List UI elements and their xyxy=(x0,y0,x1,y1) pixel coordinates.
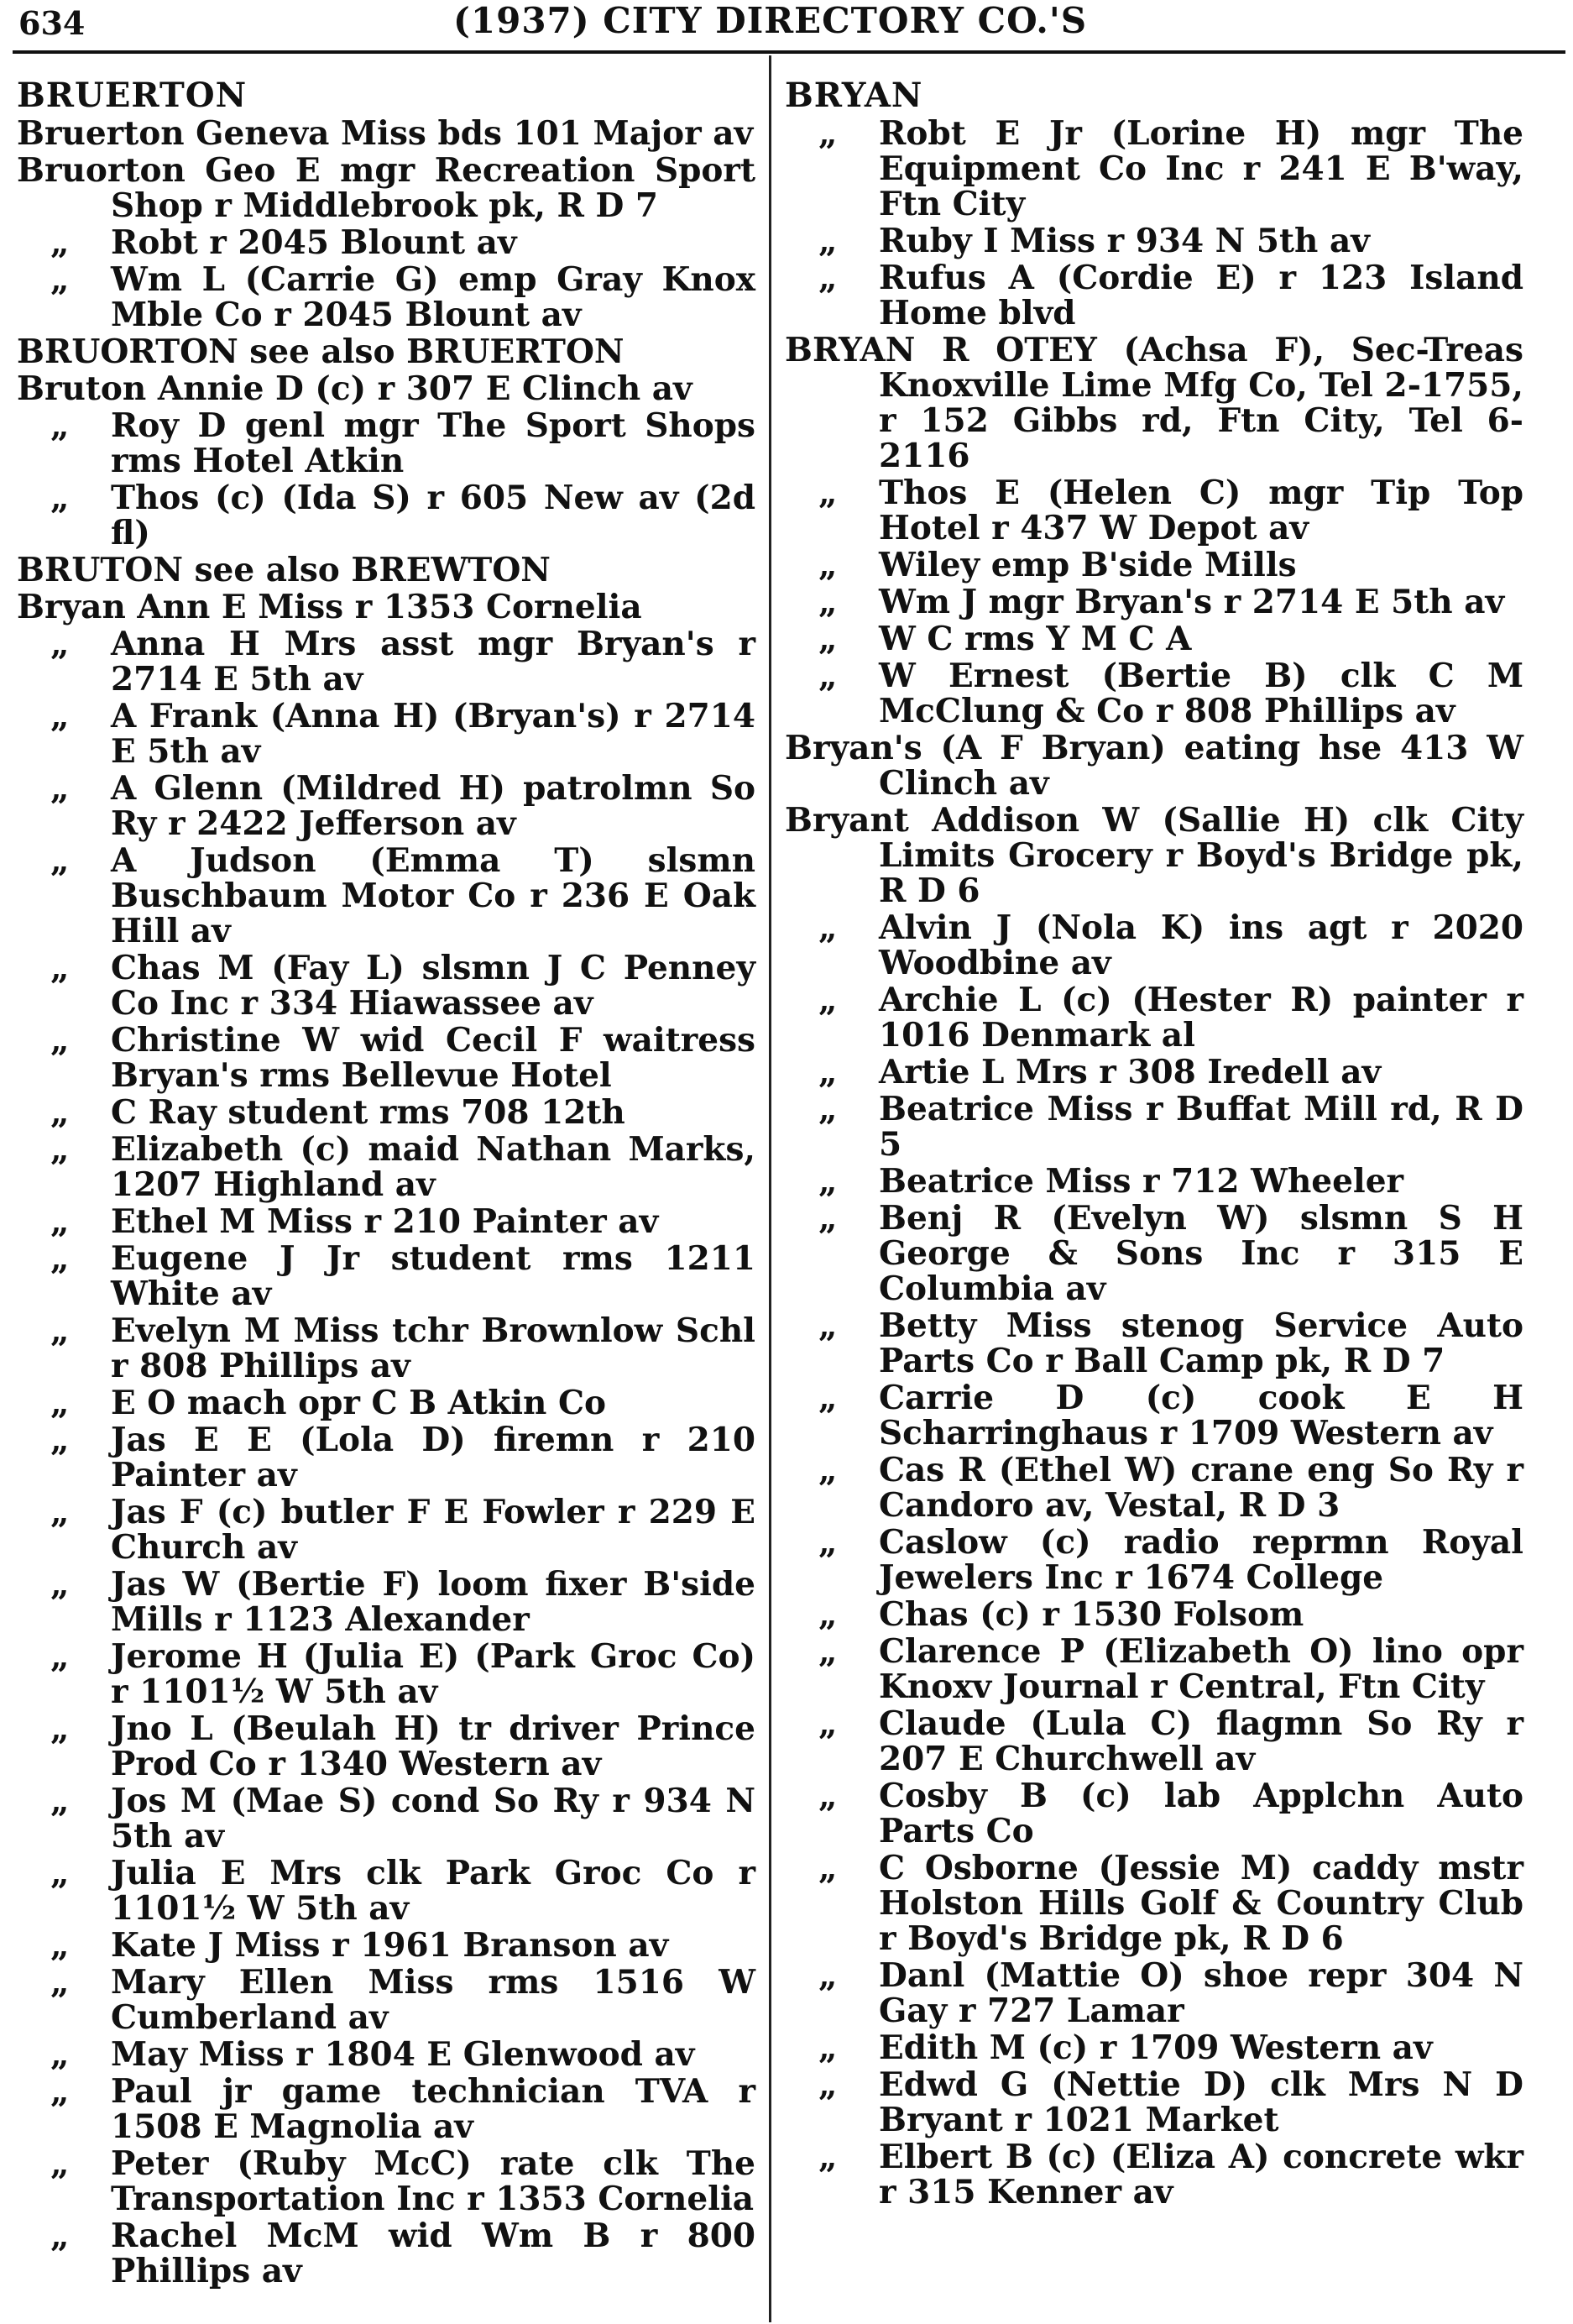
ditto-mark: „ xyxy=(50,841,70,880)
directory-entry xyxy=(785,1308,1523,1379)
directory-entry xyxy=(17,1095,755,1130)
directory-entry xyxy=(17,1422,755,1493)
directory-entry xyxy=(17,843,755,949)
directory-entry xyxy=(785,475,1523,546)
ditto-mark: „ xyxy=(818,1090,838,1128)
directory-entry xyxy=(17,1928,755,1963)
entry-text: Eugene J Jr student rms 1211 White av xyxy=(111,1239,755,1313)
entry-text: C Ray student rms 708 12th xyxy=(111,1093,625,1132)
entry-text: Benj R (Evelyn W) slsmn S H George & Sons Inc r 315 E Columbia av xyxy=(879,1199,1523,1308)
ditto-mark: „ xyxy=(50,697,70,735)
entry-text: Wm L (Carrie G) emp Gray Knox Mble Co r 2045 Blount av xyxy=(111,260,755,334)
entry-text: Evelyn M Miss tchr Brownlow Schl r 808 Phillips av xyxy=(111,1311,755,1385)
ditto-mark: „ xyxy=(818,657,838,695)
directory-entry xyxy=(785,803,1523,908)
directory-entry xyxy=(17,1783,755,1854)
entry-text: Ethel M Miss r 210 Painter av xyxy=(111,1202,659,1241)
ditto-mark: „ xyxy=(818,1704,838,1743)
directory-entry xyxy=(785,1164,1523,1199)
entry-list xyxy=(17,116,755,2289)
directory-entry xyxy=(17,699,755,769)
ditto-mark: „ xyxy=(50,1854,70,1892)
entry-text: Thos (c) (Ida S) r 605 New av (2d fl) xyxy=(111,479,755,552)
entry-text: Claude (Lula C) flagmn So Ry r 207 E Churchwell av xyxy=(879,1704,1523,1778)
ditto-mark: „ xyxy=(818,1162,838,1201)
directory-entry xyxy=(785,1452,1523,1523)
entry-text: Jerome H (Julia E) (Park Groc Co) r 1101½ W 5th av xyxy=(111,1637,755,1711)
entry-text: Christine W wid Cecil F waitress Bryan's rms Bellevue Hotel xyxy=(111,1021,755,1095)
ditto-mark: „ xyxy=(50,1963,70,2002)
entry-text: Bryan's (A F Bryan) eating hse 413 W Clinch av xyxy=(785,729,1523,803)
directory-entry xyxy=(17,950,755,1021)
directory-entry xyxy=(17,1856,755,1926)
directory-entry xyxy=(785,116,1523,222)
directory-entry xyxy=(785,584,1523,620)
ditto-mark: „ xyxy=(818,474,838,512)
entry-text: Artie L Mrs r 308 Iredell av xyxy=(879,1053,1382,1091)
directory-entry xyxy=(785,1597,1523,1632)
ditto-mark: „ xyxy=(818,2028,838,2067)
directory-entry xyxy=(785,1634,1523,1704)
entry-text: Julia E Mrs clk Park Groc Co r 1101½ W 5th av xyxy=(111,1854,755,1928)
entry-text: Chas (c) r 1530 Folsom xyxy=(879,1595,1304,1634)
entry-text: Wm J mgr Bryan's r 2714 E 5th av xyxy=(879,583,1505,621)
ditto-mark: „ xyxy=(818,222,838,260)
directory-entry xyxy=(17,2218,755,2289)
ditto-mark: „ xyxy=(818,1053,838,1091)
entry-text: Bruerton Geneva Miss bds 101 Major av xyxy=(17,114,754,153)
ditto-mark: „ xyxy=(50,1709,70,1748)
entry-text: Carrie D (c) cook E H Scharringhaus r 1709 Western av xyxy=(879,1379,1523,1452)
directory-entry xyxy=(785,1201,1523,1306)
directory-entry xyxy=(785,658,1523,729)
entry-text: Mary Ellen Miss rms 1516 W Cumberland av xyxy=(111,1963,755,2037)
entry-text: Jno L (Beulah H) tr driver Prince Prod Co r 1340 Western av xyxy=(111,1709,755,1783)
entry-text: Kate J Miss r 1961 Branson av xyxy=(111,1926,669,1965)
ditto-mark: „ xyxy=(818,114,838,153)
entry-text: Elizabeth (c) maid Nathan Marks, 1207 Highland av xyxy=(111,1130,755,1204)
entry-text: BRUTON see also BREWTON xyxy=(17,551,551,589)
ditto-mark: „ xyxy=(818,1523,838,1562)
directory-entry xyxy=(17,262,755,332)
entry-text: Ruby I Miss r 934 N 5th av xyxy=(879,222,1370,260)
directory-entry xyxy=(17,1567,755,1637)
directory-entry xyxy=(785,2139,1523,2210)
entry-text: Bryan Ann E Miss r 1353 Cornelia xyxy=(17,588,642,626)
ditto-mark: „ xyxy=(50,2072,70,2111)
entry-text: Bryant Addison W (Sallie H) clk City Limits Grocery r Boyd's Bridge pk, R D 6 xyxy=(785,801,1523,910)
ditto-mark: „ xyxy=(50,1637,70,1676)
page-title: (1937) CITY DIRECTORY CO.'S xyxy=(453,0,1088,41)
page-header xyxy=(0,0,1573,52)
entry-text: Robt E Jr (Lorine H) mgr The Equipment Co Inc r 241 E B'way, Ftn City xyxy=(879,114,1523,223)
left-column xyxy=(17,77,755,2290)
right-column xyxy=(785,77,1523,2211)
ditto-mark: „ xyxy=(50,2217,70,2255)
directory-entry xyxy=(17,1711,755,1782)
directory-entry xyxy=(17,552,755,588)
entry-text: Anna H Mrs asst mgr Bryan's r 2714 E 5th av xyxy=(111,625,755,699)
directory-entry xyxy=(17,225,755,260)
directory-entry xyxy=(785,332,1523,474)
ditto-mark: „ xyxy=(50,1565,70,1604)
page-number: 634 xyxy=(18,4,86,42)
ditto-mark: „ xyxy=(818,1956,838,1995)
directory-entry xyxy=(785,223,1523,259)
ditto-mark: „ xyxy=(50,406,70,445)
entry-text: May Miss r 1804 E Glenwood av xyxy=(111,2035,695,2074)
directory-entry xyxy=(785,910,1523,981)
ditto-mark: „ xyxy=(50,1239,70,1278)
ditto-mark: „ xyxy=(50,2035,70,2074)
directory-entry xyxy=(785,1525,1523,1595)
entry-text: Bruorton Geo E mgr Recreation Sport Shop r Middlebrook pk, R D 7 xyxy=(17,151,755,225)
directory-entry xyxy=(17,1385,755,1421)
directory-entry xyxy=(785,1380,1523,1451)
directory-entry xyxy=(17,1639,755,1709)
entry-text: Cosby B (c) lab Applchn Auto Parts Co xyxy=(879,1777,1523,1850)
directory-entry xyxy=(785,982,1523,1053)
ditto-mark: „ xyxy=(818,259,838,297)
entry-text: BRUORTON see also BRUERTON xyxy=(17,332,624,371)
entry-text: A Glenn (Mildred H) patrolmn So Ry r 2422 Jefferson av xyxy=(111,769,755,843)
ditto-mark: „ xyxy=(818,981,838,1019)
ditto-mark: „ xyxy=(818,1306,838,1345)
entry-text: Chas M (Fay L) slsmn J C Penney Co Inc r 334 Hiawassee av xyxy=(111,949,755,1023)
ditto-mark: „ xyxy=(818,1777,838,1815)
entry-text: Edwd G (Nettie D) clk Mrs N D Bryant r 1021 Market xyxy=(879,2065,1523,2139)
ditto-mark: „ xyxy=(50,1384,70,1422)
ditto-mark: „ xyxy=(50,1021,70,1060)
ditto-mark: „ xyxy=(818,546,838,584)
entry-text: Bruton Annie D (c) r 307 E Clinch av xyxy=(17,369,692,408)
entry-list xyxy=(785,116,1523,2210)
entry-text: Edith M (c) r 1709 Western av xyxy=(879,2028,1433,2067)
entry-text: Danl (Mattie O) shoe repr 304 N Gay r 727 Lamar xyxy=(879,1956,1523,2030)
directory-entry xyxy=(17,1313,755,1384)
entry-text: Alvin J (Nola K) ins agt r 2020 Woodbine av xyxy=(879,908,1523,982)
directory-entry xyxy=(17,2074,755,2144)
directory-entry xyxy=(785,1958,1523,2028)
directory-entry xyxy=(17,1965,755,2035)
directory-entry xyxy=(785,1055,1523,1090)
entry-text: Beatrice Miss r 712 Wheeler xyxy=(879,1162,1404,1201)
directory-entry xyxy=(17,408,755,479)
directory-entry xyxy=(17,153,755,223)
entry-text: Jos M (Mae S) cond So Ry r 934 N 5th av xyxy=(111,1782,755,1856)
directory-entry xyxy=(785,730,1523,801)
ditto-mark: „ xyxy=(50,260,70,299)
ditto-mark: „ xyxy=(50,1202,70,1241)
entry-text: E O mach opr C B Atkin Co xyxy=(111,1384,607,1422)
header-rule xyxy=(13,50,1565,54)
entry-text: Cas R (Ethel W) crane eng So Ry r Candoro av, Vestal, R D 3 xyxy=(879,1451,1523,1525)
ditto-mark: „ xyxy=(818,1451,838,1489)
ditto-mark: „ xyxy=(818,2065,838,2104)
entry-text: Robt r 2045 Blount av xyxy=(111,223,517,262)
ditto-mark: „ xyxy=(50,1130,70,1169)
directory-entry xyxy=(17,589,755,625)
column-divider xyxy=(769,55,771,2322)
ditto-mark: „ xyxy=(818,2138,838,2176)
directory-entry xyxy=(785,1091,1523,1162)
ditto-mark: „ xyxy=(50,1311,70,1350)
entry-text: Jas F (c) butler F E Fowler r 229 E Church av xyxy=(111,1493,755,1567)
entry-text: Roy D genl mgr The Sport Shops rms Hotel Atkin xyxy=(111,406,755,480)
entry-text: Archie L (c) (Hester R) painter r 1016 Denmark al xyxy=(879,981,1523,1055)
ditto-mark: „ xyxy=(50,769,70,808)
ditto-mark: „ xyxy=(818,620,838,658)
directory-entry xyxy=(17,2146,755,2217)
entry-text: BRYAN R OTEY (Achsa F), Sec-Treas Knoxville Lime Mfg Co, Tel 2-1755, r 152 Gibbs rd, Ftn City, Tel 6-2116 xyxy=(785,331,1523,475)
entry-text: Beatrice Miss r Buffat Mill rd, R D 5 xyxy=(879,1090,1523,1164)
ditto-mark: „ xyxy=(50,949,70,987)
entry-text: Betty Miss stenog Service Auto Parts Co r Ball Camp pk, R D 7 xyxy=(879,1306,1523,1380)
directory-entry xyxy=(17,1241,755,1311)
ditto-mark: „ xyxy=(818,1199,838,1238)
entry-text: Rufus A (Cordie E) r 123 Island Home blvd xyxy=(879,259,1523,332)
directory-entry xyxy=(17,334,755,369)
entry-text: Jas E E (Lola D) firemn r 210 Painter av xyxy=(111,1421,755,1494)
directory-entry xyxy=(785,260,1523,331)
ditto-mark: „ xyxy=(818,583,838,621)
entry-text: Caslow (c) radio reprmn Royal Jewelers Inc r 1674 College xyxy=(879,1523,1523,1597)
directory-entry xyxy=(17,1494,755,1565)
directory-entry xyxy=(17,626,755,697)
directory-entry xyxy=(785,621,1523,657)
entry-text: Rachel McM wid Wm B r 800 Phillips av xyxy=(111,2217,755,2290)
entry-text: Elbert B (c) (Eliza A) concrete wkr r 315 Kenner av xyxy=(879,2138,1523,2211)
directory-entry xyxy=(17,1132,755,1202)
entry-text: Peter (Ruby McC) rate clk The Transportation Inc r 1353 Cornelia xyxy=(111,2144,755,2218)
entry-text: A Frank (Anna H) (Bryan's) r 2714 E 5th av xyxy=(111,697,755,771)
directory-entry xyxy=(17,2037,755,2072)
directory-entry xyxy=(785,2067,1523,2138)
ditto-mark: „ xyxy=(50,1493,70,1531)
entry-text: Jas W (Bertie F) loom fixer B'side Mills r 1123 Alexander xyxy=(111,1565,755,1639)
entry-text: Paul jr game technician TVA r 1508 E Magnolia av xyxy=(111,2072,755,2146)
directory-entry xyxy=(17,480,755,551)
ditto-mark: „ xyxy=(50,479,70,517)
ditto-mark: „ xyxy=(818,1632,838,1671)
directory-entry xyxy=(17,1204,755,1239)
directory-entry xyxy=(17,116,755,151)
directory-entry xyxy=(785,547,1523,583)
directory-entry xyxy=(785,1706,1523,1777)
ditto-mark: „ xyxy=(818,1849,838,1887)
entry-text: A Judson (Emma T) slsmn Buschbaum Motor Co r 236 E Oak Hill av xyxy=(111,841,755,950)
directory-entry xyxy=(17,771,755,841)
entry-text: C Osborne (Jessie M) caddy mstr Holston Hills Golf & Country Club r Boyd's Bridge pk, R D 6 xyxy=(879,1849,1523,1958)
entry-text: Clarence P (Elizabeth O) lino opr Knoxv Journal r Central, Ftn City xyxy=(879,1632,1523,1706)
ditto-mark: „ xyxy=(50,1093,70,1132)
entry-text: Thos E (Helen C) mgr Tip Top Hotel r 437 W Depot av xyxy=(879,474,1523,547)
ditto-mark: „ xyxy=(50,223,70,262)
directory-entry xyxy=(17,1023,755,1093)
ditto-mark: „ xyxy=(50,1421,70,1459)
ditto-mark: „ xyxy=(50,625,70,663)
ditto-mark: „ xyxy=(818,1595,838,1634)
entry-text: W C rms Y M C A xyxy=(879,620,1192,658)
ditto-mark: „ xyxy=(50,1926,70,1965)
entry-text: W Ernest (Bertie B) clk C M McClung & Co r 808 Phillips av xyxy=(879,657,1523,730)
directory-entry xyxy=(17,371,755,406)
ditto-mark: „ xyxy=(818,908,838,947)
ditto-mark: „ xyxy=(50,1782,70,1820)
column-heading: BRUERTON xyxy=(17,76,248,115)
ditto-mark: „ xyxy=(50,2144,70,2183)
column-heading: BRYAN xyxy=(785,76,923,115)
ditto-mark: „ xyxy=(818,1379,838,1417)
entry-text: Wiley emp B'side Mills xyxy=(879,546,1297,584)
directory-entry xyxy=(785,2030,1523,2065)
directory-entry xyxy=(785,1850,1523,1956)
directory-entry xyxy=(785,1778,1523,1849)
